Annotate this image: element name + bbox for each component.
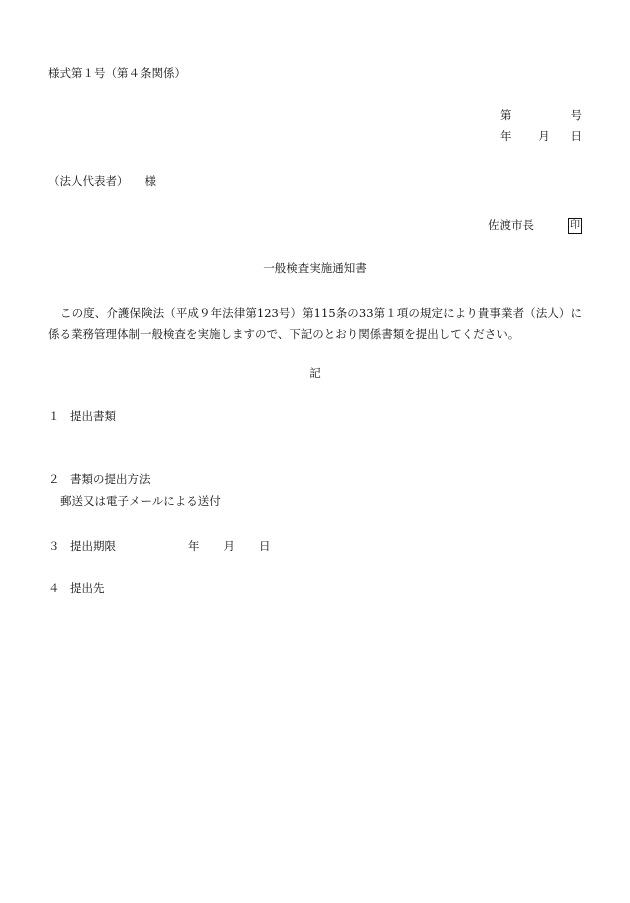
document-date (500, 131, 582, 143)
item-submission-destination (48, 583, 105, 595)
deadline-date (188, 539, 271, 553)
deadline-year-label: 年 (188, 539, 200, 553)
item-label: 書類の提出方法 (70, 472, 151, 486)
sender (488, 218, 582, 234)
sender-name: 佐渡市長 (488, 218, 534, 233)
document-title: 一般検査実施通知書 (263, 261, 367, 275)
date-month-label: 月 (538, 129, 550, 143)
document-number-suffix: 号 (570, 108, 582, 122)
ki-heading: 記 (309, 366, 321, 380)
item-label: 提出書類 (70, 409, 116, 423)
item-submission-method-detail: 郵送又は電子メールによる送付 (60, 494, 221, 508)
item-number: １ (48, 409, 60, 423)
item-submission-documents (48, 411, 116, 423)
item-label: 提出期限 (70, 539, 116, 553)
document-number (500, 110, 582, 122)
seal-mark: 印 (568, 218, 582, 234)
form-number: 様式第１号（第４条関係） (48, 66, 186, 80)
item-submission-deadline (48, 541, 271, 553)
item-number: ４ (48, 581, 60, 595)
addressee-name: （法人代表者） (48, 174, 129, 188)
body-text: この度、介護保険法（平成９年法律第123号）第115条の33第１項の規定により貴事業者（法人）に係る業務管理体制一般検査を実施しますので、下記のとおり関係書類を提出してください。 (48, 306, 582, 341)
deadline-day-label: 日 (259, 539, 271, 553)
item-submission-method (48, 474, 151, 486)
document-number-prefix: 第 (500, 108, 512, 122)
addressee-honorific: 様 (144, 174, 156, 188)
item-label: 提出先 (70, 581, 105, 595)
item-number: ３ (48, 539, 60, 553)
addressee (48, 176, 156, 188)
date-day-label: 日 (570, 129, 582, 143)
deadline-month-label: 月 (223, 539, 235, 553)
item-number: ２ (48, 472, 60, 486)
date-year-label: 年 (500, 129, 512, 143)
